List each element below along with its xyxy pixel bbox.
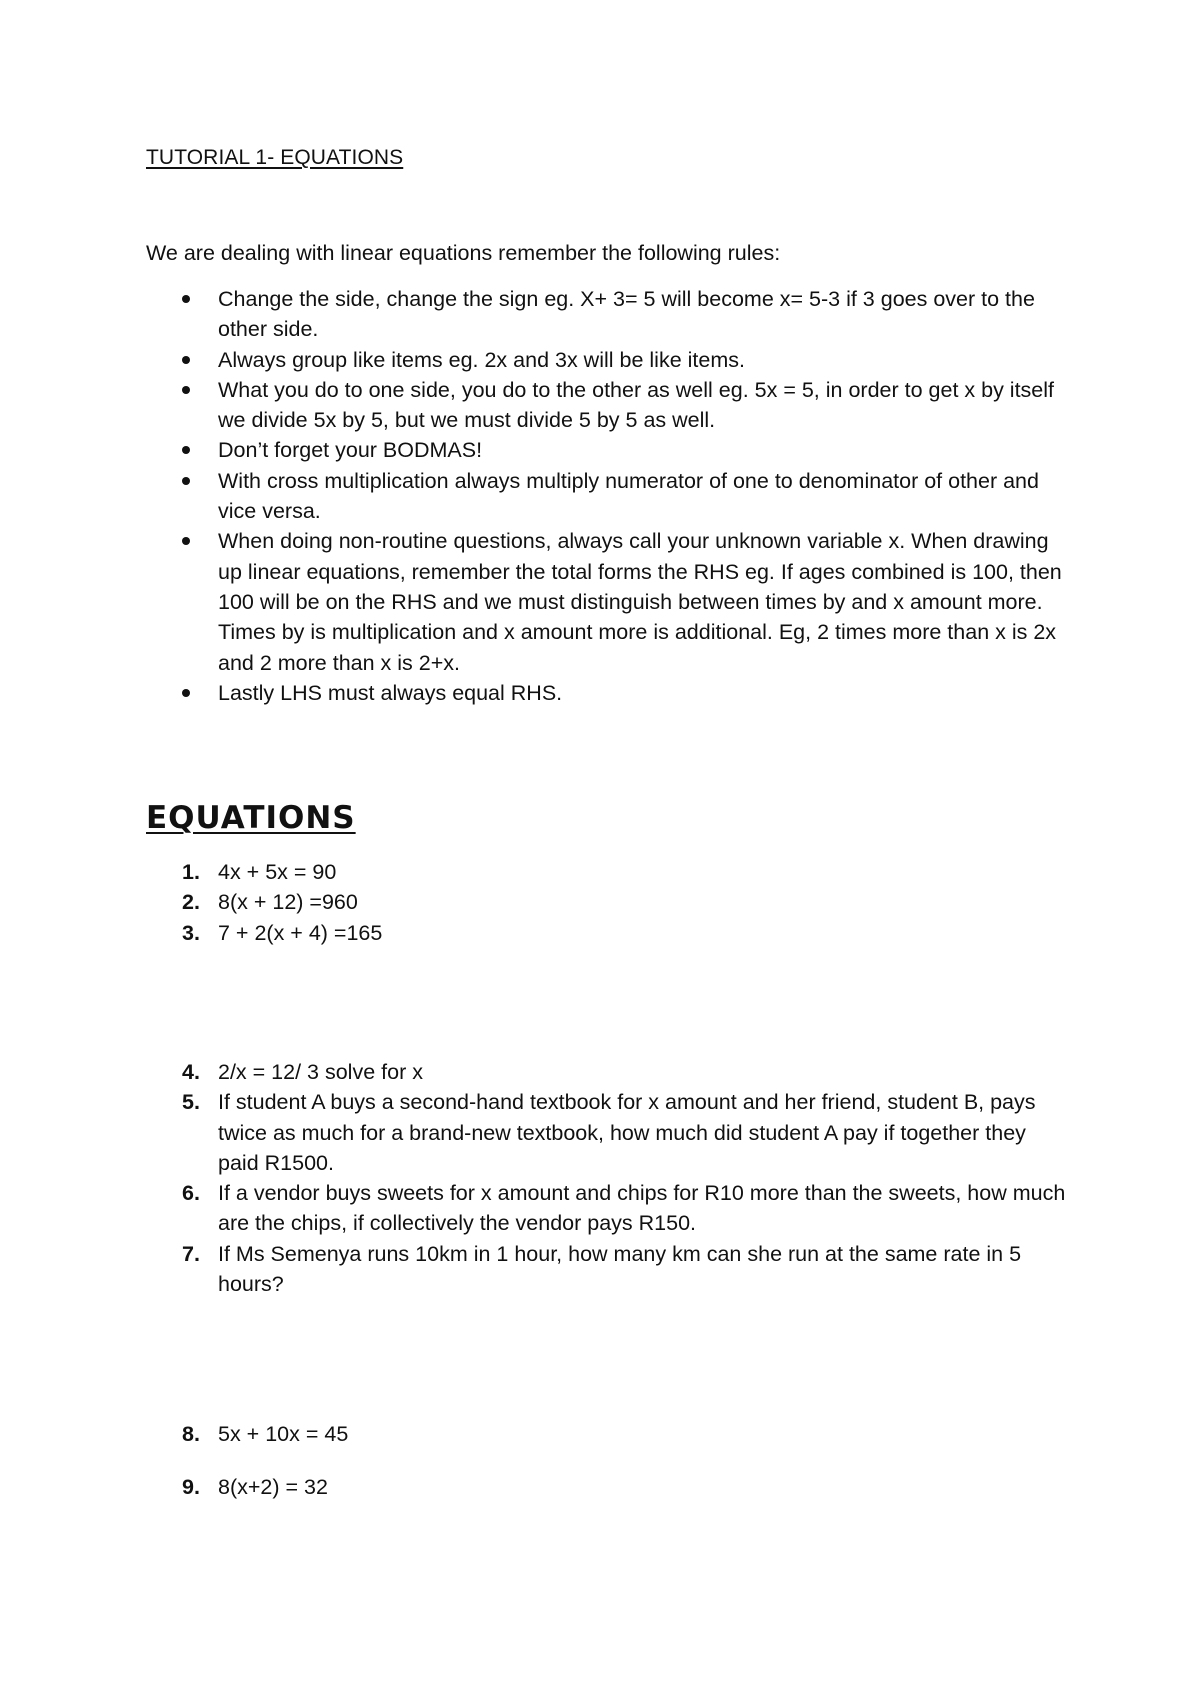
question-text: 8(x+2) = 32	[218, 1475, 328, 1499]
question-item	[146, 1087, 1066, 1178]
question-number: 5 .	[182, 1087, 200, 1117]
question-text: 4x + 5x = 90	[218, 860, 337, 884]
question-text: 7 + 2(x + 4) =165	[218, 920, 383, 945]
question-item	[146, 1057, 1066, 1087]
question-number: 1 .	[182, 857, 200, 887]
rule-text: Always group like items eg. 2x and 3x will be like items.	[218, 347, 745, 372]
question-item	[146, 1239, 1066, 1300]
question-list-group-1	[146, 857, 1066, 948]
question-item	[146, 887, 1066, 917]
question-number: 6 .	[182, 1178, 200, 1208]
bullet-icon	[182, 477, 190, 485]
question-item	[146, 857, 1066, 887]
question-item	[146, 1419, 1066, 1449]
question-text: 5x + 10x = 45	[218, 1422, 349, 1446]
question-number: 8 .	[182, 1419, 200, 1449]
section-heading: EQUATIONS	[146, 800, 356, 836]
question-number: 2 .	[182, 887, 200, 917]
rule-item	[146, 526, 1066, 677]
question-text: 2/x = 12/ 3 solve for x	[218, 1060, 423, 1084]
rules-list	[146, 284, 1066, 708]
question-number: 7 .	[182, 1239, 200, 1269]
rule-item	[146, 435, 1066, 465]
rule-text: Don’t forget your BODMAS!	[218, 438, 483, 463]
question-number: 3 .	[182, 918, 200, 948]
rule-text: Lastly LHS must always equal RHS.	[218, 680, 563, 705]
bullet-icon	[182, 689, 190, 697]
question-text: If student A buys a second-hand textbook for x amount and her friend, student B, pays twice as much for a brand-new textbook, how much did student A pay if together they paid R1500.	[218, 1090, 1036, 1175]
bullet-icon	[182, 356, 190, 364]
question-item	[146, 1178, 1066, 1239]
question-number: 9 .	[182, 1472, 200, 1502]
question-number: 4 .	[182, 1057, 200, 1087]
bullet-icon	[182, 386, 190, 394]
rule-item	[146, 466, 1066, 527]
rule-item	[146, 375, 1066, 436]
rule-item	[146, 345, 1066, 375]
question-list-group-4	[146, 1472, 1066, 1502]
bullet-icon	[182, 446, 190, 454]
rule-text: Change the side, change the sign eg. X+ 3= 5 will become x= 5-3 if 3 goes over to the other side.	[218, 287, 1035, 342]
question-text: 8(x + 12) =960	[218, 890, 358, 915]
rule-item	[146, 678, 1066, 708]
rule-text: When doing non-routine questions, always call your unknown variable x. When drawing up linear equations, remember the total forms the RHS eg. If ages combined is 100, then 100 will be on the RHS and we must distinguish between times by and x amount more. Times by is multiplication and x amount more is additional. Eg, 2 times more than x is 2x and 2 more than x is 2+x.	[218, 529, 1062, 675]
question-item	[146, 1472, 1066, 1502]
question-list-group-3	[146, 1419, 1066, 1449]
question-text: If Ms Semenya runs 10km in 1 hour, how many km can she run at the same rate in 5 hours?	[218, 1241, 1022, 1297]
question-item	[146, 918, 1066, 948]
question-text: If a vendor buys sweets for x amount and chips for R10 more than the sweets, how much are the chips, if collectively the vendor pays R150.	[218, 1181, 1066, 1236]
question-list-group-2	[146, 1057, 1066, 1299]
rule-item	[146, 284, 1066, 345]
bullet-icon	[182, 537, 190, 545]
document-title: TUTORIAL 1- EQUATIONS	[146, 146, 404, 169]
rule-text: What you do to one side, you do to the other as well eg. 5x = 5, in order to get x by itself we divide 5x by 5, but we must divide 5 by 5 as well.	[218, 377, 1055, 433]
intro-text: We are dealing with linear equations remember the following rules:	[146, 241, 781, 265]
rule-text: With cross multiplication always multiply numerator of one to denominator of other and vice versa.	[218, 468, 1039, 524]
bullet-icon	[182, 295, 190, 303]
